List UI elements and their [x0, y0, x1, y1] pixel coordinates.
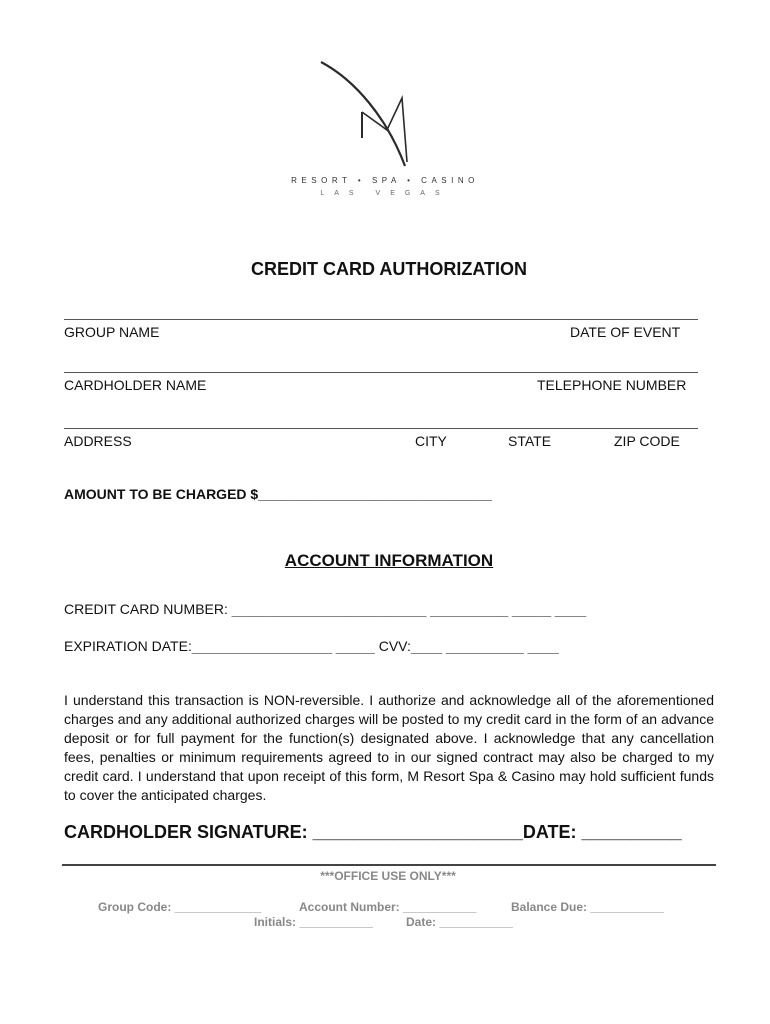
city-label: CITY	[415, 433, 447, 449]
expiration-label: EXPIRATION DATE:	[64, 638, 192, 654]
cvv-label: CVV:	[378, 638, 411, 654]
m-logo-icon	[315, 58, 415, 170]
cardholder-name-label: CARDHOLDER NAME	[64, 377, 207, 393]
card-number-row	[64, 601, 586, 617]
state-label: STATE	[508, 433, 552, 449]
account-number-field[interactable]: Account Number: ___________	[299, 900, 477, 914]
card-number-field[interactable]: _________________________ __________ _____ ____	[231, 601, 587, 617]
zip-code-label: ZIP CODE	[614, 433, 680, 449]
date-of-event-label: DATE OF EVENT	[570, 324, 681, 340]
amount-field[interactable]: ______________________________	[258, 486, 492, 502]
cvv-field[interactable]: ____ __________ ____	[410, 638, 559, 654]
address-line[interactable]	[64, 428, 698, 429]
card-number-label: CREDIT CARD NUMBER:	[64, 601, 228, 617]
balance-due-field[interactable]: Balance Due: ___________	[511, 900, 664, 914]
agreement-text: I understand this transaction is NON-reversible. I authorize and acknowledge all of the aforementioned charges and any additional authorized charges will be posted to my credit card in the form of an advance deposit or for full payment for the function(s) designated above. I acknowledge that any cancellation fees, penalties or minimum requirements agreed to in our signed contract may also be charged to my credit card. I understand that upon receipt of this form, M Resort Spa & Casino may hold sufficient funds to cover the anticipated charges.	[64, 692, 714, 803]
logo-location: LAS VEGAS	[320, 190, 450, 197]
account-info-heading: ACCOUNT INFORMATION	[284, 551, 494, 570]
expiration-field[interactable]: __________________ _____	[191, 638, 375, 654]
amount-row	[64, 486, 492, 502]
expiration-row	[64, 638, 559, 654]
signature-row[interactable]: CARDHOLDER SIGNATURE: _____________________DATE: __________	[64, 822, 682, 842]
cardholder-name-line[interactable]	[64, 372, 698, 373]
logo-tagline: RESORT • SPA • CASINO	[291, 176, 479, 185]
group-name-line[interactable]	[64, 319, 698, 320]
amount-label: AMOUNT TO BE CHARGED $	[64, 486, 259, 502]
group-name-label: GROUP NAME	[64, 324, 160, 340]
group-code-field[interactable]: Group Code: _____________	[98, 900, 262, 914]
office-use-heading: ***OFFICE USE ONLY***	[320, 869, 456, 883]
telephone-number-label: TELEPHONE NUMBER	[537, 377, 687, 393]
initials-field[interactable]: Initials: ___________	[254, 915, 373, 929]
address-label: ADDRESS	[64, 433, 132, 449]
office-date-field[interactable]: Date: ___________	[406, 915, 513, 929]
office-use-divider	[62, 864, 716, 866]
form-title: CREDIT CARD AUTHORIZATION	[251, 259, 527, 279]
logo	[0, 0, 770, 200]
